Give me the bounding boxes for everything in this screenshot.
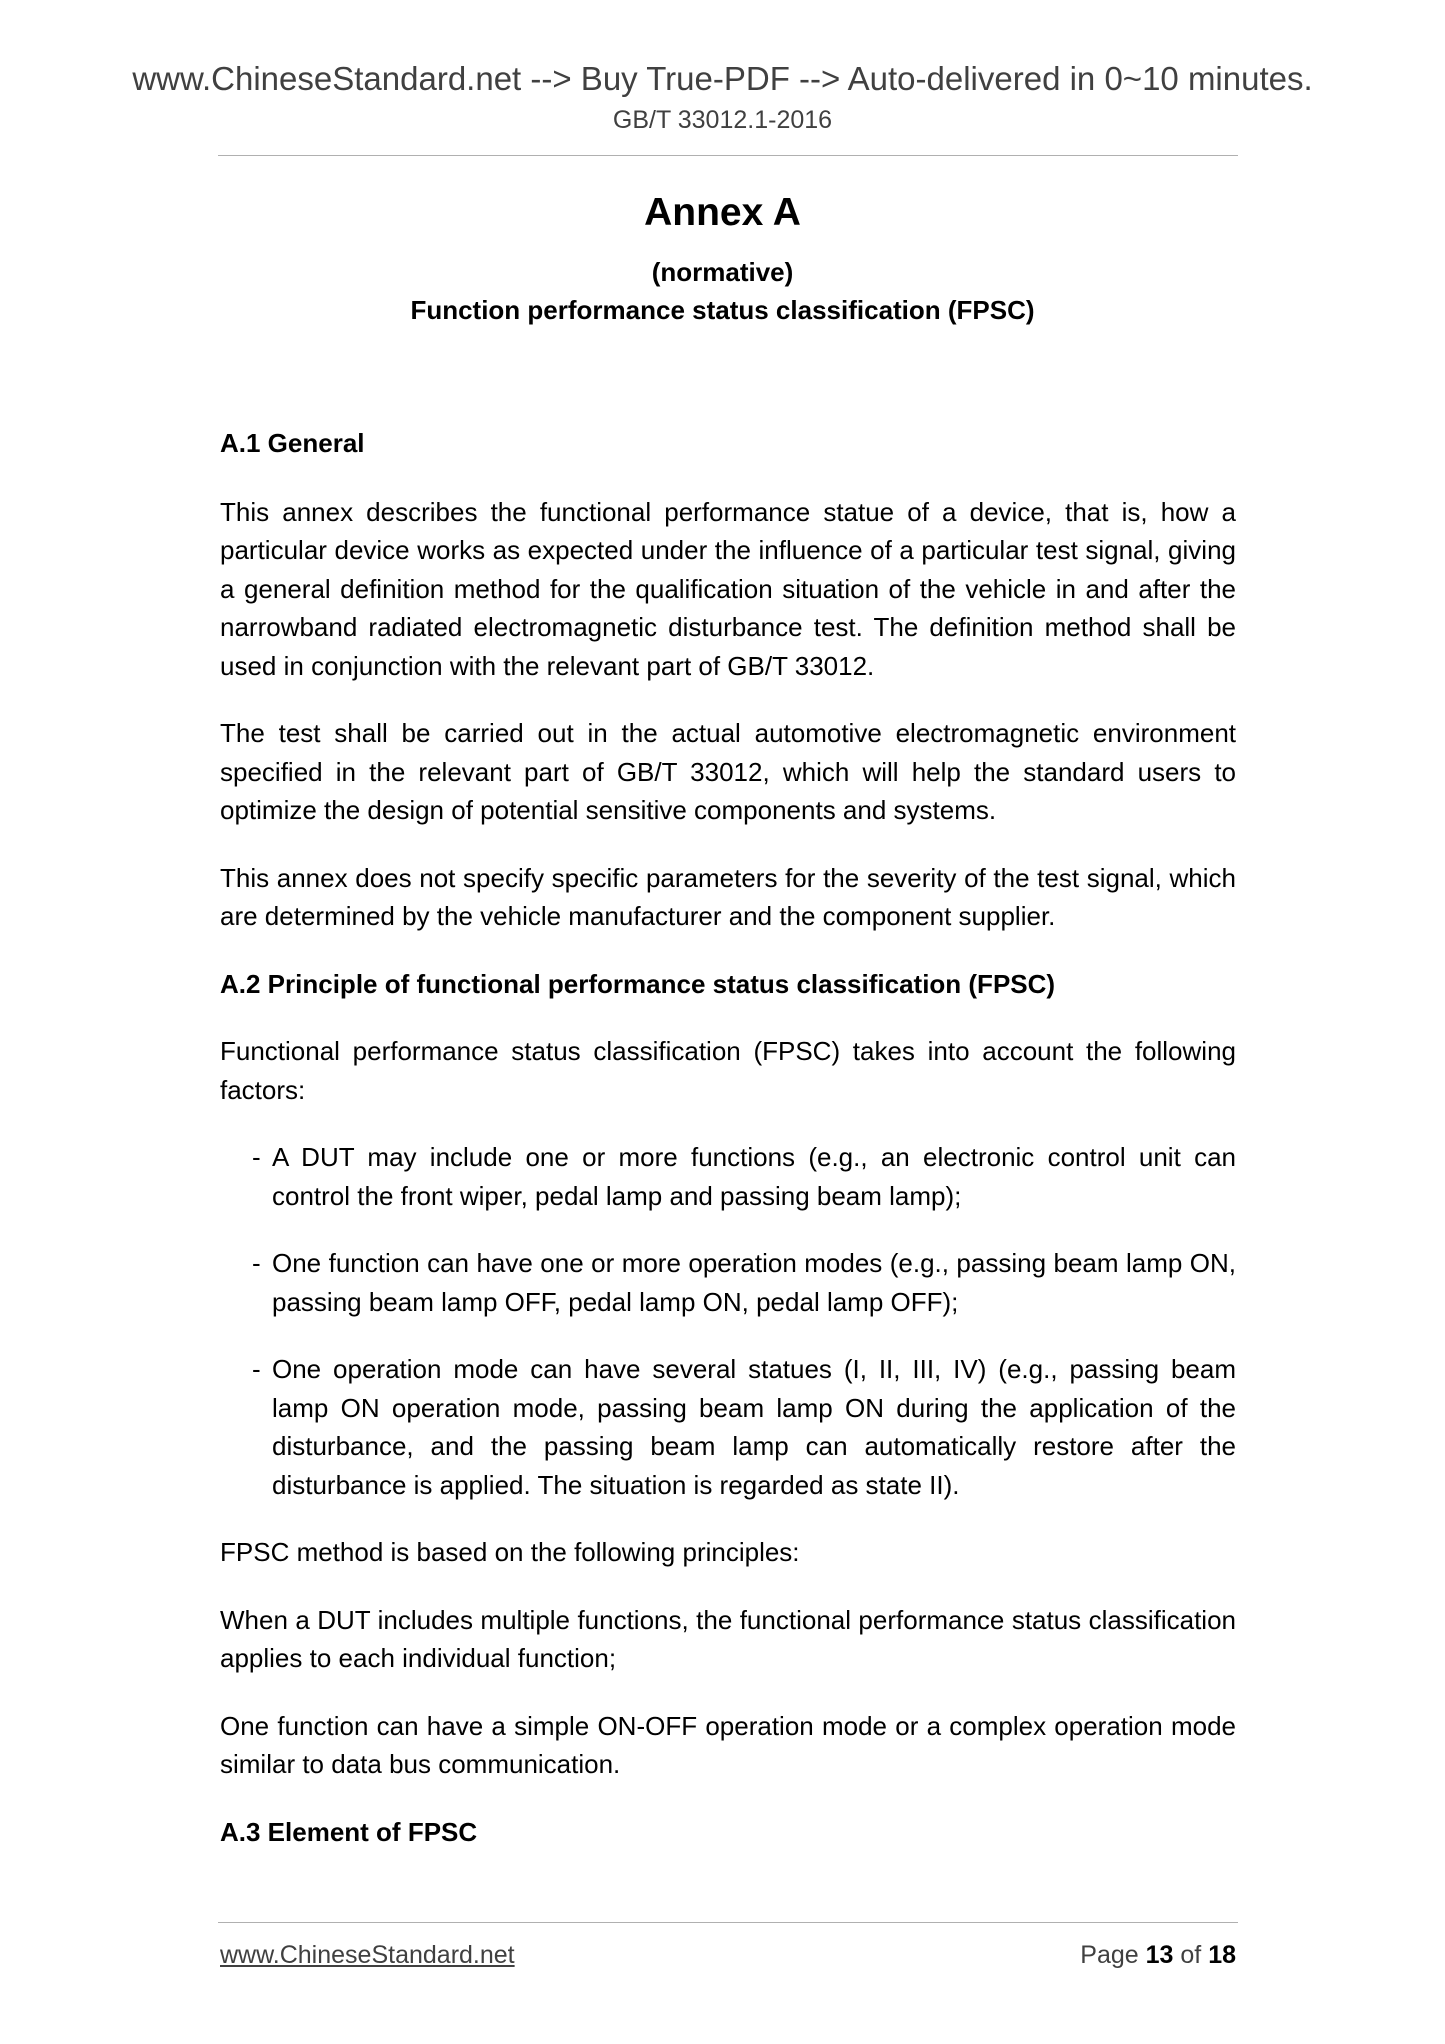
page-label: Page [1080,1941,1139,1969]
paragraph: The test shall be carried out in the actual automotive electromagnetic environment specified in the relevant part of GB/T 33012, which will help the standard users to optimize the design of potential sensitive components and systems. [220,718,1236,825]
section-heading-a2: A.2 Principle of functional performance status classification (FPSC) [220,968,1056,999]
bullet-marker: - [252,1142,261,1172]
annex-subtitle: Function performance status classification (FPSC) [410,295,1035,325]
list-item-text: One function can have one or more operation modes (e.g., passing beam lamp ON, passing beam lamp OFF, pedal lamp ON, pedal lamp OFF); [272,1248,1236,1317]
standard-code: GB/T 33012.1-2016 [612,106,833,134]
annex-type: (normative) [651,257,794,287]
footer-divider [218,1922,1238,1923]
page-current: 13 [1145,1941,1174,1969]
bullet-marker: - [252,1354,261,1384]
page-of: of [1180,1941,1202,1969]
section-heading-a3: A.3 Element of FPSC [220,1816,478,1847]
list-item-text: A DUT may include one or more functions (e.g., an electronic control unit can control the front wiper, pedal lamp and passing beam lamp); [272,1142,1236,1211]
section-heading-a1: A.1 General [220,428,365,458]
list-item [252,1244,1236,1321]
paragraph: This annex describes the functional performance statue of a device, that is, how a particular device works as expected under the influence of a particular test signal, giving a general definition method for the qualification situation of the vehicle in and after the narrowband radiated electromagnetic disturbance test. The definition method shall be used in conjunction with the relevant part of GB/T 33012. [220,496,1236,681]
paragraph: Functional performance status classification (FPSC) takes into account the following factors: [220,1036,1236,1105]
page-number [1080,1939,1236,1971]
header-divider [218,155,1238,156]
paragraph: This annex does not specify specific parameters for the severity of the test signal, which are determined by the vehicle manufacturer and the component supplier. [220,862,1236,931]
footer-website-link[interactable]: www.ChineseStandard.net [220,1941,515,1969]
header-banner: www.ChineseStandard.net --> Buy True-PDF --> Auto-delivered in 0~10 minutes. [132,60,1313,97]
paragraph: FPSC method is based on the following principles: [220,1537,800,1567]
document-body [220,424,1236,1851]
list-item [252,1350,1236,1504]
paragraph: When a DUT includes multiple functions, the functional performance status classification applies to each individual function; [220,1604,1236,1673]
list-item-text: One operation mode can have several statues (I, II, III, IV) (e.g., passing beam lamp ON operation mode, passing beam lamp ON during the application of the disturbance, and the passing beam lamp can automatically restore after the disturbance is applied. The situation is regarded as state II). [272,1354,1236,1500]
paragraph: One function can have a simple ON-OFF operation mode or a complex operation mode similar to data bus communication. [220,1710,1236,1779]
list-item [252,1138,1236,1215]
bullet-marker: - [252,1248,261,1278]
annex-title: Annex A [644,191,801,234]
page-total: 18 [1208,1941,1236,1969]
